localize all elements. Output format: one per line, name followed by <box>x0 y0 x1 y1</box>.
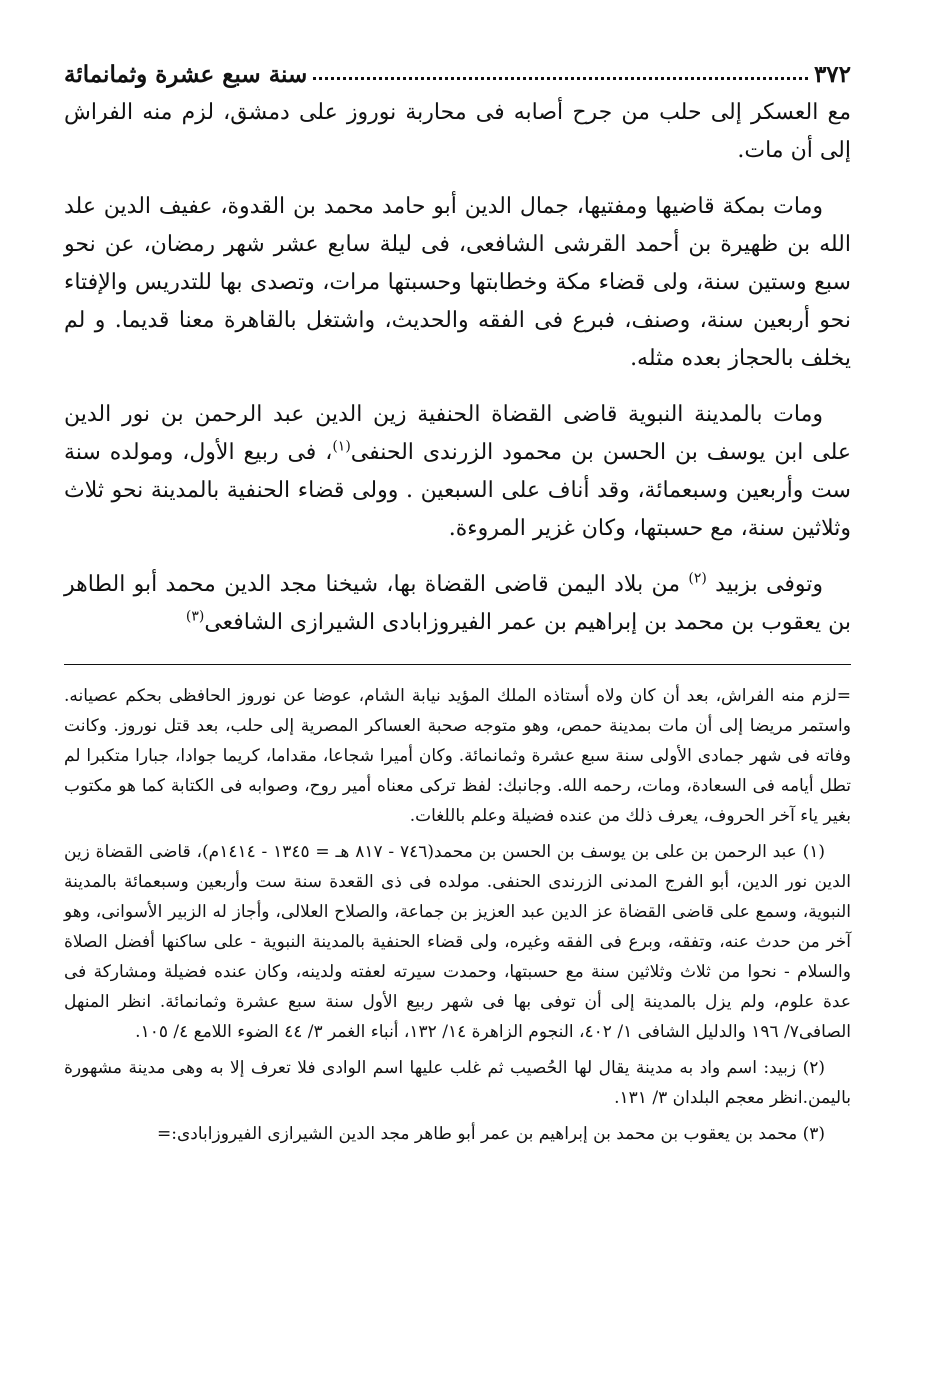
footnote-continuation: =لزم منه الفراش، بعد أن كان ولاه أستاذه الملك المؤيد نيابة الشام، عوضا عن نوروز الحافظى بحكم عصيانه. واستمر مريضا إلى أن مات بمدينة حمص، وهو متوجه صحبة العساكر المصرية إلى حلب، بعد قتل نوروز. وكانت وفاته فى شهر جمادى الأولى سنة سبع عشرة وثمانمائة. وكان أميرا شجاعا، مقداما، كريما جوادا، جبارا متكبرا لم تطل أيامه فى السعادة، ومات، رحمه الله. وجانبك: لفظ تركى معناه أمير روح، وصوابه فى الكتابة كما هو مكتوب بغير ياء آخر الحروف، يعرف ذلك من عنده فضيلة وعلم باللغات. <box>64 686 851 826</box>
paragraph <box>64 396 851 548</box>
running-header <box>64 50 851 88</box>
footnote-ref: (٣) <box>185 608 205 625</box>
paragraph: مع العسكر إلى حلب من جرح أصابه فى محاربة نوروز على دمشق، لزم منه الفراش إلى أن مات. <box>64 100 851 163</box>
paragraph: ومات بمكة قاضيها ومفتيها، جمال الدين أبو حامد محمد بن القدوة، عفيف الدين علد الله بن ظهيرة بن أحمد القرشى الشافعى، فى ليلة سابع عشر شهر رمضان، عن نحو سبع وستين سنة، ولى قضاء مكة وخطابتها وحسبتها مرات، وتصدى بها للتدريس والإفتاء نحو أربعين سنة، وصنف، فبرع فى الفقه والحديث، واشتغل بالقاهرة معنا قديما. و لم يخلف بالحجاز بعده مثله. <box>64 194 851 371</box>
main-text <box>64 94 851 642</box>
footnote-1: (١) عبد الرحمن بن على بن يوسف بن الحسن بن محمد(٧٤٦ - ٨١٧ هـ = ١٣٤٥ - ١٤١٤م)، قاضى القضاة زين الدين نور الدين، أبو الفرج المدنى الزرندى الحنفى. مولده فى ذى القعدة سنة ست وأربعين وسبعمائة بالمدينة النبوية، وسمع على قاضى القضاة عز الدين عبد العزيز بن جماعة، والصلاح العلالى، وأجاز له الزبير الأسوانى، وهو آخر من حدث عنه، وتفقه، وبرع فى الفقه وغيره، ولى قضاء الحنفية بالمدينة النبوية - على ساكنها أفضل الصلاة والسلام - نحوا من ثلاث وثلاثين سنة مع حسبتها، وحمدت سيرته لعفته ولدينه، وكان عنده فضيلة ومشاركة فى عدة علوم، ولم يزل بالمدينة إلى أن توفى بها فى شهر ربيع الأول سنة سبع عشرة وثمانمائة. انظر المنهل الصافى٧/ ١٩٦ والدليل الشافى ١/ ٤٠٢، النجوم الزاهرة ١٤/ ١٣٢، أنباء الغمر ٣/ ٤٤ الضوء اللامع ٤/ ١٠٥. <box>64 842 851 1042</box>
page-number: ٣٧٢ <box>813 61 851 88</box>
header-dot-leader <box>313 77 808 80</box>
footnotes <box>64 681 851 1149</box>
footnote-3: (٣) محمد بن يعقوب بن محمد بن إبراهيم بن عمر أبو طاهر مجد الدين الشيرازى الفيروزابادى:= <box>157 1124 825 1144</box>
paragraph-text: من بلاد اليمن قاضى القضاة بها، شيخنا مجد الدين محمد أبو الطاهر بن يعقوب بن محمد بن إبراهيم بن عمر الفيروزابادى الشيرازى الشافعى <box>64 572 851 635</box>
running-title: سنة سبع عشرة وثمانمائة <box>64 61 308 88</box>
footnote-separator <box>64 664 851 665</box>
footnote-ref: (٢) <box>688 570 707 587</box>
paragraph-text: وتوفى بزبيد <box>715 572 823 597</box>
footnote-ref: (١) <box>332 438 351 455</box>
footnote-2: (٢) زبيد: اسم واد به مدينة يقال لها الحُصيب ثم غلب عليها اسم الوادى فلا تعرف إلا به وهى مدينة مشهورة باليمن.انظر معجم البلدان ٣/ ١٣١. <box>64 1058 851 1108</box>
paragraph <box>64 566 851 642</box>
paragraph-text: ومات بالمدينة النبوية قاضى القضاة الحنفية زين الدين عبد الرحمن بن نور الدين على ابن يوسف بن الحسن بن محمود الزرندى الحنفى <box>64 402 851 465</box>
paragraph-text: ، فى ربيع الأول، ومولده سنة ست وأربعين وسبعمائة، وقد أناف على السبعين . وولى قضاء الحنفية بالمدينة نحو ثلاث وثلاثين سنة، مع حسبتها، وكان غزير المروءة. <box>64 440 851 541</box>
